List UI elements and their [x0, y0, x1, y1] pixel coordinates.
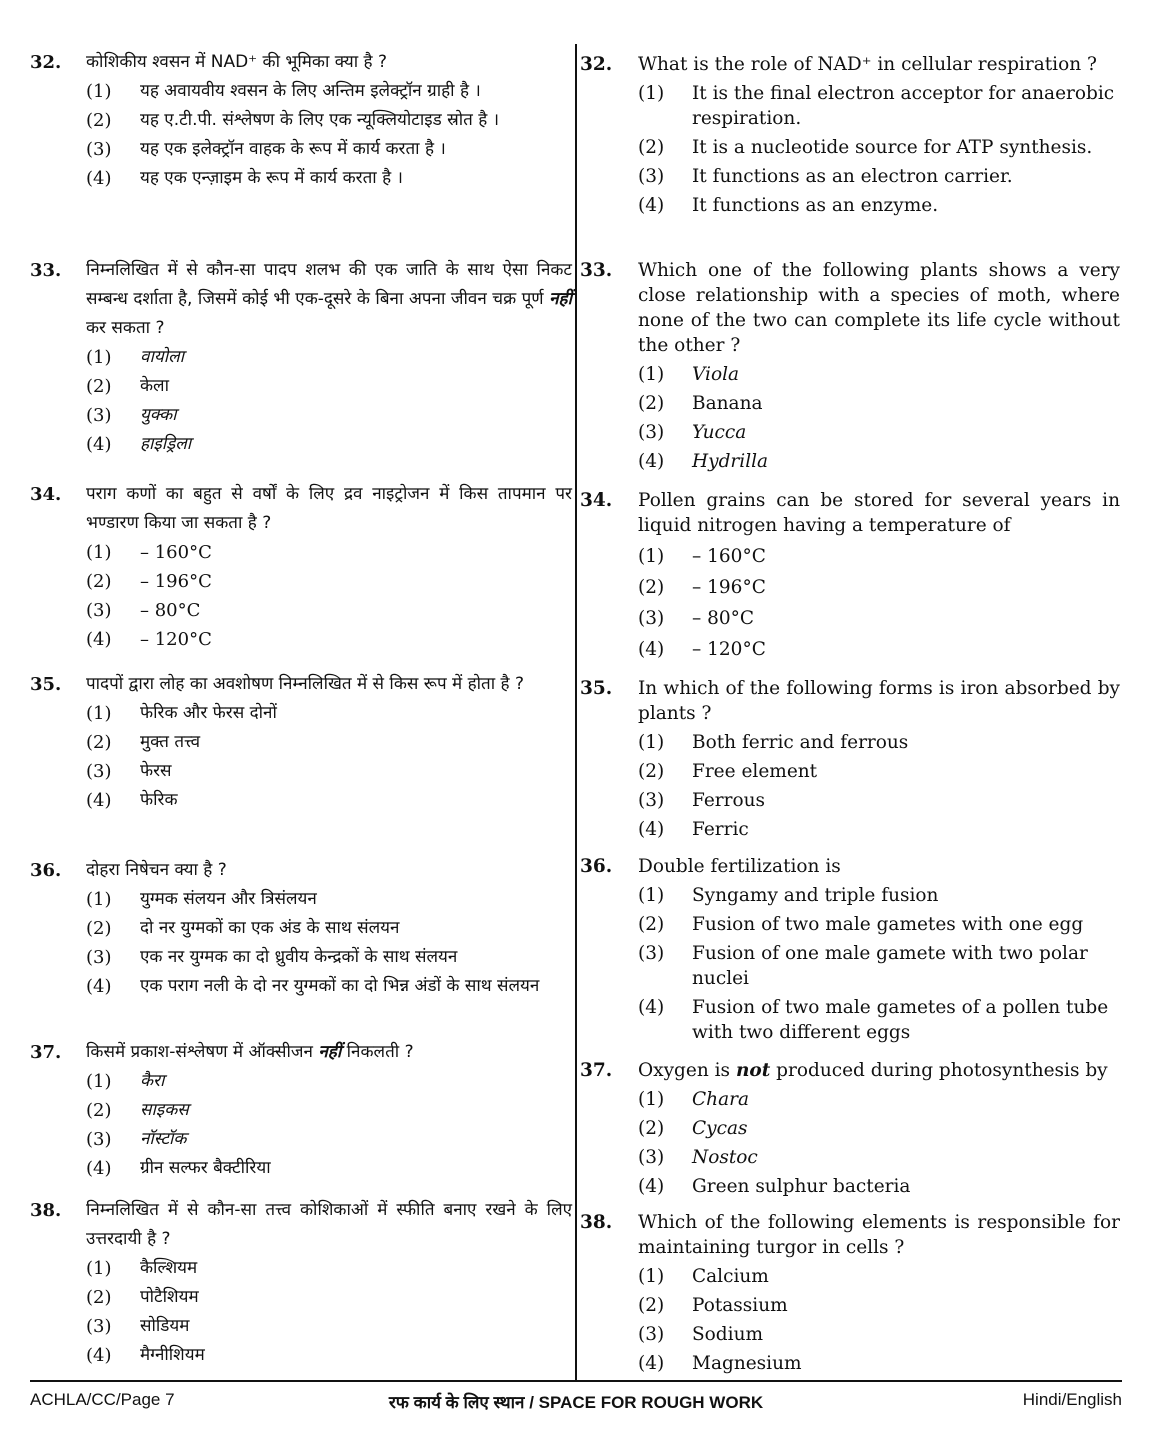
option: (1) – 160°C [86, 542, 212, 563]
question-number: 37. [580, 1060, 613, 1081]
question-38-en [580, 1210, 1120, 1376]
question-number: 35. [30, 674, 62, 695]
option: (4) It functions as an enzyme. [638, 195, 939, 216]
option: (3) Ferrous [638, 790, 766, 811]
option: (1) It is the final electron acceptor for anaerobic respiration. [638, 83, 1115, 129]
option: (4) Magnesium [638, 1353, 802, 1374]
option: (1) कैरा [86, 1071, 165, 1092]
option: (4) फेरिक [86, 790, 178, 811]
option: (3) यह एक इलेक्ट्रॉन वाहक के रूप में कार्य करता है । [86, 139, 446, 160]
question-34-en [580, 488, 1120, 662]
question-number: 32. [30, 52, 62, 73]
option: (4) Green sulphur bacteria [638, 1176, 911, 1197]
question-text: पादपों द्वारा लोह का अवशोषण निम्नलिखित में से किस रूप में होता है ? [86, 674, 525, 694]
option: (1) Syngamy and triple fusion [638, 885, 939, 906]
option: (2) केला [86, 376, 169, 397]
option: (4) हाइड्रिला [86, 434, 192, 455]
question-number: 38. [580, 1212, 613, 1233]
question-37-hi [30, 1038, 572, 1183]
option: (2) यह ए.टी.पी. संश्लेषण के लिए एक न्यूक्लियोटाइड स्रोत है । [86, 110, 500, 131]
option: (2) Banana [638, 393, 763, 414]
option: (2) पोटैशियम [86, 1287, 199, 1308]
option: (2) – 196°C [638, 577, 766, 598]
question-text: Oxygen is not produced during photosynthesis by [638, 1060, 1108, 1081]
question-text: What is the role of NAD⁺ in cellular respiration ? [638, 54, 1097, 75]
question-number: 32. [580, 54, 613, 75]
question-number: 34. [580, 490, 613, 511]
option: (3) Nostoc [638, 1147, 758, 1168]
option: (2) साइकस [86, 1100, 189, 1121]
option: (2) दो नर युग्मकों का एक अंड के साथ संलयन [86, 918, 400, 939]
option: (3) सोडियम [86, 1316, 190, 1337]
question-number: 33. [30, 260, 62, 281]
question-text: कोशिकीय श्वसन में NAD⁺ की भूमिका क्या है ? [86, 52, 387, 72]
question-number: 34. [30, 484, 62, 505]
question-text: निम्नलिखित में से कौन-सा तत्त्व कोशिकाओं में स्फीति बनाए रखने के लिए उत्तरदायी है ? [86, 1200, 572, 1249]
option: (1) फेरिक और फेरस दोनों [86, 703, 277, 724]
question-37-en [580, 1058, 1120, 1199]
option: (4) Ferric [638, 819, 749, 840]
option: (1) यह अवायवीय श्वसन के लिए अन्तिम इलेक्ट्रॉन ग्राही है । [86, 81, 481, 102]
question-number: 33. [580, 260, 613, 281]
question-35-hi [30, 670, 572, 815]
rough-work-label: रफ कार्य के लिए स्थान / SPACE FOR ROUGH WORK [388, 1393, 764, 1412]
option: (4) ग्रीन सल्फर बैक्टीरिया [86, 1158, 271, 1179]
option: (1) Calcium [638, 1266, 769, 1287]
question-35-en [580, 676, 1120, 842]
footer-rule [30, 1380, 1122, 1382]
option: (1) युग्मक संलयन और त्रिसंलयन [86, 889, 317, 910]
option: (1) वायोला [86, 347, 185, 368]
question-text: In which of the following forms is iron absorbed by plants ? [638, 678, 1120, 724]
question-number: 38. [30, 1200, 62, 1221]
option: (2) Cycas [638, 1118, 748, 1139]
question-text: पराग कणों का बहुत से वर्षों के लिए द्रव नाइट्रोजन में किस तापमान पर भण्डारण किया जा सकता है ? [86, 484, 572, 533]
question-text: Which of the following elements is responsible for maintaining turgor in cells ? [638, 1212, 1120, 1258]
option: (4) – 120°C [86, 629, 212, 650]
question-38-hi [30, 1196, 572, 1370]
page-code: ACHLA/CC/Page 7 [30, 1390, 175, 1409]
question-33-en [580, 258, 1120, 474]
question-text: निम्नलिखित में से कौन-सा पादप शलभ की एक जाति के साथ ऐसा निकट सम्बन्ध दर्शाता है, जिसमें कोई भी एक-दूसरे के बिना अपना जीवन चक्र पूर्ण नहीं कर सकता ? [86, 260, 572, 338]
option: (2) – 196°C [86, 571, 212, 592]
option: (1) – 160°C [638, 546, 766, 567]
option: (3) युक्का [86, 405, 177, 426]
question-text: दोहरा निषेचन क्या है ? [86, 860, 227, 880]
option: (3) – 80°C [638, 608, 755, 629]
question-text: Pollen grains can be stored for several years in liquid nitrogen having a temperature of [638, 490, 1120, 536]
option: (4) एक पराग नली के दो नर युग्मकों का दो भिन्न अंडों के साथ संलयन [86, 976, 540, 997]
option: (3) फेरस [86, 761, 172, 782]
question-34-hi [30, 480, 572, 654]
option: (4) यह एक एन्ज़ाइम के रूप में कार्य करता है । [86, 168, 403, 189]
option: (3) Sodium [638, 1324, 764, 1345]
question-number: 36. [580, 856, 613, 877]
option: (3) एक नर युग्मक का दो ध्रुवीय केन्द्रकों के साथ संलयन [86, 947, 458, 968]
question-number: 35. [580, 678, 613, 699]
language-label: Hindi/English [1022, 1390, 1122, 1409]
option: (3) – 80°C [86, 600, 201, 621]
option: (4) Hydrilla [638, 451, 769, 472]
option: (1) कैल्शियम [86, 1258, 198, 1279]
question-33-hi [30, 256, 572, 459]
question-number: 36. [30, 860, 62, 881]
page-footer [30, 1390, 1122, 1414]
option: (2) It is a nucleotide source for ATP synthesis. [638, 137, 1093, 158]
question-36-en [580, 854, 1120, 1045]
option: (2) मुक्त तत्त्व [86, 732, 201, 753]
option: (4) – 120°C [638, 639, 766, 660]
question-text: Double fertilization is [638, 856, 841, 877]
column-divider [575, 44, 577, 1380]
option: (4) Fusion of two male gametes of a pollen tube with two different eggs [638, 997, 1109, 1043]
option: (3) नॉस्टॉक [86, 1129, 187, 1150]
question-text: Which one of the following plants shows a very close relationship with a species of moth, where none of the two can complete its life cycle without the other ? [638, 260, 1120, 356]
question-36-hi [30, 856, 572, 1001]
option: (1) Both ferric and ferrous [638, 732, 909, 753]
option: (3) Fusion of one male gamete with two polar nuclei [638, 943, 1088, 989]
option: (4) मैग्नीशियम [86, 1345, 205, 1366]
question-text: किसमें प्रकाश-संश्लेषण में ऑक्सीजन नहीं निकलती ? [86, 1042, 414, 1062]
option: (1) Viola [638, 364, 740, 385]
option: (1) Chara [638, 1089, 749, 1110]
option: (2) Fusion of two male gametes with one egg [638, 914, 1084, 935]
option: (2) Potassium [638, 1295, 788, 1316]
option: (2) Free element [638, 761, 818, 782]
option: (3) It functions as an electron carrier. [638, 166, 1013, 187]
option: (3) Yucca [638, 422, 747, 443]
question-number: 37. [30, 1042, 62, 1063]
question-32-hi [30, 48, 572, 193]
question-32-en [580, 52, 1120, 218]
